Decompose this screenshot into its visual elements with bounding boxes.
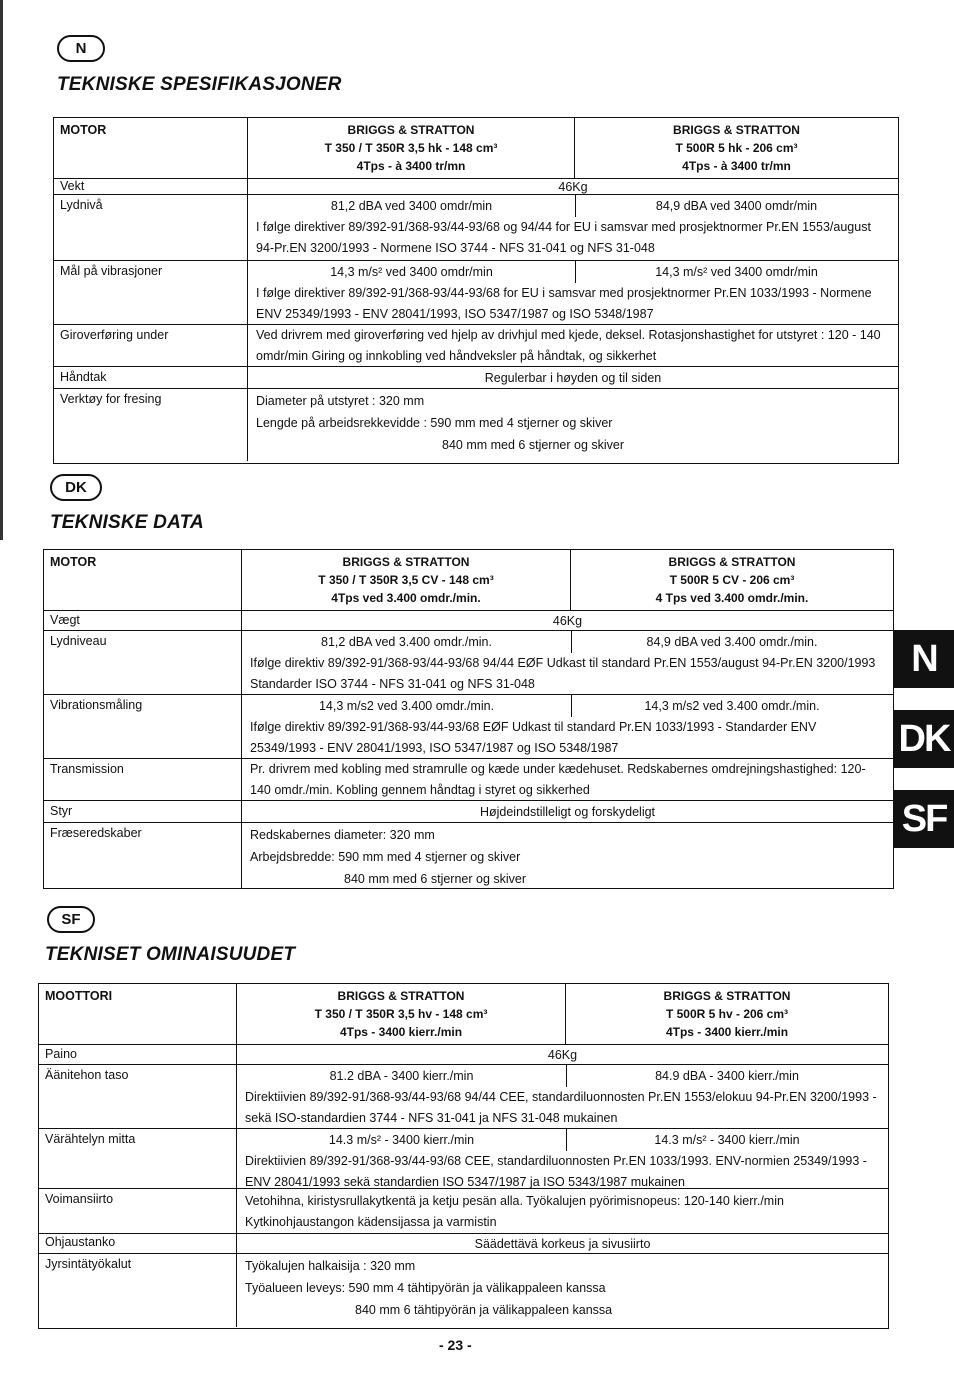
section-title-sf: TEKNISET OMINAISUUDET — [45, 944, 296, 965]
weight-row — [44, 610, 893, 630]
vibration-label: Värähtelyn mitta — [39, 1129, 237, 1188]
tools-diameter: Työkalujen halkaisija : 320 mm — [245, 1259, 416, 1273]
transmission-row — [54, 324, 898, 366]
table-header-row — [39, 984, 888, 1044]
handle-label: Ohjaustanko — [39, 1234, 237, 1253]
vibration-note: Ifølge direktiv 89/392-91/368-93/44-93/68 EØF Udkast til standard Pr.EN 1033/1993 - Standarder ENV 25349/1993 - ENV 28041/1993, ISO 5347/1987 og ISO 5348/1987 — [250, 720, 817, 755]
handle-label: Håndtak — [54, 367, 248, 388]
transmission-label: Transmission — [44, 759, 242, 800]
tools-width-6: 840 mm med 6 stjerner og skiver — [442, 438, 625, 452]
spec-table-dk — [43, 549, 894, 889]
tools-width-4: Työalueen leveys: 590 mm 4 tähtipyörän ja välikappaleen kanssa — [245, 1281, 606, 1295]
side-tab-dk: DK — [894, 710, 954, 768]
handle-label: Styr — [44, 801, 242, 822]
tools-label: Fræseredskaber — [44, 823, 242, 888]
noise-value-t350: 81.2 dBA - 3400 kierr./min — [237, 1065, 567, 1087]
weight-label: Paino — [39, 1045, 237, 1064]
vibration-row — [54, 260, 898, 324]
tools-label: Jyrsintätyökalut — [39, 1254, 237, 1327]
side-tab-sf: SF — [894, 790, 954, 848]
motor-label: MOTOR — [44, 550, 242, 610]
weight-value: 46Kg — [558, 180, 588, 194]
vibration-value-t350: 14.3 m/s² - 3400 kierr./min — [237, 1129, 567, 1151]
transmission-row — [44, 758, 893, 800]
tools-row — [54, 388, 898, 461]
tools-width-6: 840 mm med 6 stjerner og skiver — [344, 872, 527, 886]
section-title-n: TEKNISKE SPESIFIKASJONER — [57, 74, 342, 95]
engine-col-t500: BRIGGS & STRATTON T 500R 5 hv - 206 cm³ 4Tps - 3400 kierr./min — [663, 989, 791, 1039]
section-title-dk: TEKNISKE DATA — [50, 512, 204, 533]
vibration-value-t500: 14,3 m/s2 ved 3.400 omdr./min. — [644, 699, 820, 713]
vibration-value-t500: 14,3 m/s² ved 3400 omdr/min — [655, 265, 818, 279]
transmission-label: Giroverføring under — [54, 325, 248, 366]
transmission-value: Vetohihna, kiristysrullakytkentä ja ketju pesän alla. Työkalujen pyörimisnopeus: 120-140 kierr./min Kytkinohjaustangon kädensijassa ja varmistin — [245, 1194, 784, 1229]
noise-value-t350: 81,2 dBA ved 3.400 omdr./min. — [242, 631, 572, 653]
weight-label: Vægt — [44, 611, 242, 630]
engine-col-t350: BRIGGS & STRATTON T 350 / T 350R 3,5 hk - 148 cm³ 4Tps - à 3400 tr/mn — [248, 118, 575, 178]
handle-row — [54, 366, 898, 388]
transmission-value: Ved drivrem med giroverføring ved hjelp av drivhjul med kjede, deksel. Rotasjonshastighet for utstyret : 120 - 140 omdr/min Giring og innkobling ved håndveksler på håndtak, og sikkerhet — [256, 328, 881, 363]
spec-table-sf — [38, 983, 889, 1329]
vibration-value-t350: 14,3 m/s² ved 3400 omdr/min — [248, 261, 576, 283]
vibration-note: I følge direktiver 89/392-91/368-93/44-93/68 for EU i samsvar med prosjektnormer Pr.EN 1033/1993 - Normene ENV 25349/1993 - ENV 28041/1993, ISO 5347/1987 og ISO 5348/1987 — [256, 286, 872, 321]
tools-width-4: Lengde på arbeidsrekkevidde : 590 mm med 4 stjerner og skiver — [256, 416, 613, 430]
tools-diameter: Redskabernes diameter: 320 mm — [250, 828, 435, 842]
weight-row — [39, 1044, 888, 1064]
tools-row — [39, 1253, 888, 1327]
noise-label: Lydniveau — [44, 631, 242, 694]
noise-label: Lydnivå — [54, 195, 248, 260]
noise-row — [54, 194, 898, 260]
noise-note: Direktiivien 89/392-91/368-93/44-93/68 94/44 CEE, standardiluonnosten Pr.EN 1553/elokuu 94-Pr.EN 3200/1993 - sekä ISO-standardien 3744 - NFS 31-041 ja NFS 31-048 mukainen — [245, 1090, 877, 1125]
noise-value-t500: 84,9 dBA ved 3.400 omdr./min. — [646, 635, 818, 649]
vibration-label: Mål på vibrasjoner — [54, 261, 248, 324]
vibration-note: Direktiivien 89/392-91/368-93/44-93/68 CEE, standardiluonnosten Pr.EN 1033/1993. ENV-normien 25349/1993 - ENV 28041/1993 sekä standardien ISO 5347/1987 ja ISO 5343/1987 mukainen — [245, 1154, 867, 1189]
table-header-row — [44, 550, 893, 610]
noise-value-t500: 84,9 dBA ved 3400 omdr/min — [655, 199, 818, 213]
engine-col-t500: BRIGGS & STRATTON T 500R 5 hk - 206 cm³ 4Tps - à 3400 tr/mn — [673, 123, 800, 173]
vibration-label: Vibrationsmåling — [44, 695, 242, 758]
noise-note: I følge direktiver 89/392-91/368-93/44-93/68 og 94/44 for EU i samsvar med prosjektnormer Pr.EN 1553/august 94-Pr.EN 3200/1993 - Normene ISO 3744 - NFS 31-041 og NFS 31-048 — [256, 220, 871, 255]
engine-col-t350: BRIGGS & STRATTON T 350 / T 350R 3,5 CV - 148 cm³ 4Tps ved 3.400 omdr./min. — [242, 550, 571, 610]
handle-value: Säädettävä korkeus ja sivusiirto — [474, 1237, 651, 1251]
language-badge-n: N — [57, 35, 105, 62]
weight-value: 46Kg — [547, 1048, 578, 1062]
tools-label: Verktøy for fresing — [54, 389, 248, 461]
transmission-value: Pr. drivrem med kobling med stramrulle og kæde under kædehuset. Redskabernes omdrejningshastighed: 120-140 omdr./min. Kobling gennem håndtag i styret og sikkerhed — [250, 762, 866, 797]
page-number: - 23 - — [439, 1337, 472, 1353]
weight-row — [54, 178, 898, 194]
spec-table-n — [53, 117, 899, 464]
noise-row — [39, 1064, 888, 1128]
tools-width-6: 840 mm 6 tähtipyörän ja välikappaleen kanssa — [355, 1303, 613, 1317]
noise-value-t500: 84.9 dBA - 3400 kierr./min — [655, 1069, 799, 1083]
engine-col-t350: BRIGGS & STRATTON T 350 / T 350R 3,5 hv - 148 cm³ 4Tps - 3400 kierr./min — [237, 984, 566, 1044]
transmission-label: Voimansiirto — [39, 1189, 237, 1233]
vibration-value-t500: 14.3 m/s² - 3400 kierr./min — [654, 1133, 800, 1147]
language-badge-sf: SF — [47, 906, 95, 933]
weight-value: 46Kg — [552, 614, 583, 628]
handle-value: Højdeindstilleligt og forskydeligt — [479, 805, 656, 819]
transmission-row — [39, 1188, 888, 1233]
weight-label: Vekt — [54, 179, 248, 194]
vibration-row — [39, 1128, 888, 1188]
noise-note: Ifølge direktiv 89/392-91/368-93/44-93/68 94/44 EØF Udkast til standard Pr.EN 1553/august 94-Pr.EN 3200/1993 Standarder ISO 3744 - NFS 31-041 og NFS 31-048 — [250, 656, 876, 691]
noise-value-t350: 81,2 dBA ved 3400 omdr/min — [248, 195, 576, 217]
handle-value: Regulerbar i høyden og til siden — [484, 371, 662, 385]
vibration-row — [44, 694, 893, 758]
vibration-value-t350: 14,3 m/s2 ved 3.400 omdr./min. — [242, 695, 572, 717]
noise-row — [44, 630, 893, 694]
margin-rule — [0, 0, 3, 540]
motor-label: MOTOR — [54, 118, 248, 178]
language-badge-dk: DK — [50, 474, 102, 501]
table-header-row — [54, 118, 898, 178]
tools-width-4: Arbejdsbredde: 590 mm med 4 stjerner og skiver — [250, 850, 521, 864]
motor-label: MOOTTORI — [39, 984, 237, 1044]
handle-row — [44, 800, 893, 822]
handle-row — [39, 1233, 888, 1253]
tools-diameter: Diameter på utstyret : 320 mm — [256, 394, 425, 408]
side-tab-n: N — [894, 630, 954, 688]
tools-row — [44, 822, 893, 888]
noise-label: Äänitehon taso — [39, 1065, 237, 1128]
engine-col-t500: BRIGGS & STRATTON T 500R 5 CV - 206 cm³ 4 Tps ved 3.400 omdr./min. — [655, 555, 809, 605]
